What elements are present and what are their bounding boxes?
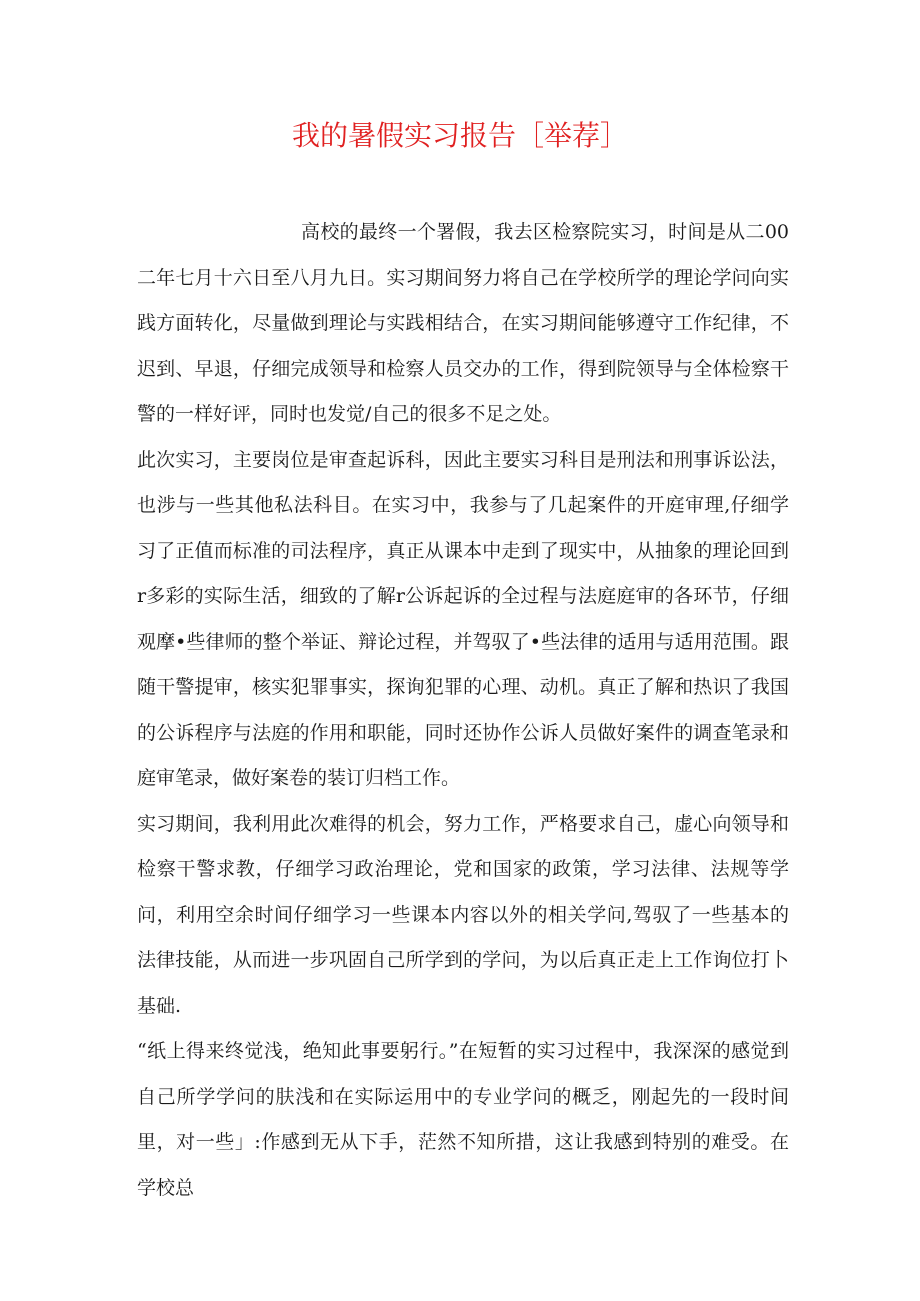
- document-title: 我的暑假实习报告［举荐］: [291, 119, 628, 152]
- paragraph-study: 实习期间，我利用此次难得的机会，努力工作，严格要求自己，虚心向领导和检察干警求教，仔细学习政治理论，党和国家的政策，学习法律、法规等学问，利用空余时间仔细学习一些课本内容以外的相关学问,驾驭了一些基本的法律技能，从而进一步巩固自己所学到的学问，为以后真正走上工作询位打卜基础.: [137, 812, 789, 1017]
- document-body: [137, 210, 789, 1211]
- paragraph-reflection: “纸上得来终觉浅，绝知此事要躬行。”在短暂的实习过程中，我深深的感觉到自己所学学问的肤浅和在实际运用中的专业学问的概乏，刚起先的一段时间里，对一些」:作感到无从下手，茫然不知所措，这让我感到特别的难受。在学校总: [137, 1040, 789, 1199]
- paragraph-internship-duties: 此次实习，主要岗位是审查起诉科，因此主要实习科目是刑法和刑事诉讼法，也涉与一些其他私法科目。在实习中，我参与了几起案件的开庭审理,仔细学习了正值而标准的司法程序，真正从课本中走到了现实中，从抽象的理论回到r多彩的实际生活，细致的了解r公诉起诉的全过程与法庭庭审的各环节，仔细观摩•些律师的整个举证、辩论过程，并驾驭了•些法律的适用与适用范围。跟随干警提审，核实犯罪事实，探询犯罪的心理、动机。真正了解和热识了我国的公诉程序与法庭的作用和职能，同时还协作公诉人员做好案件的调查笔录和庭审笔录，做好案卷的装订归档工作。: [137, 448, 789, 789]
- paragraph-intro: 高校的最终一个署假，我去区检察院实习，时间是从二00二年七月十六日至八月九日。实习期间努力将自己在学校所学的理论学问向实践方面转化，尽量做到理论与实践相结合，在实习期间能够遵守工作纪律，不迟到、早退，仔细完成领导和检察人员交办的工作，得到院领导与全体检察干警的一样好评，同时也发觉/自己的很多不足之处。: [137, 221, 789, 425]
